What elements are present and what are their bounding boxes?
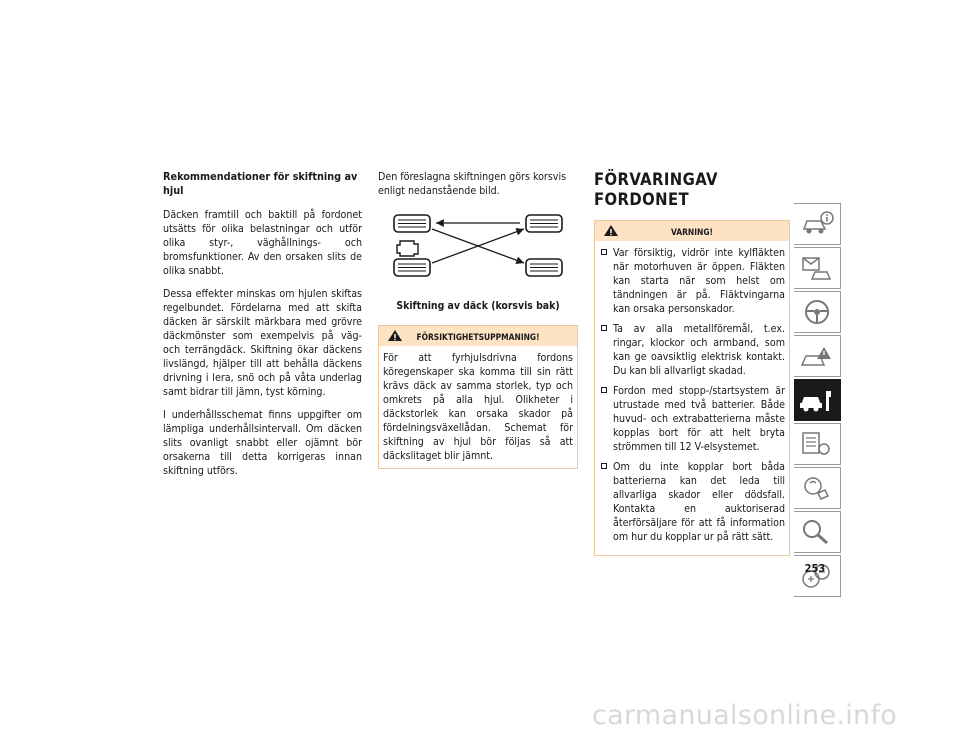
engine-icon [397,241,418,256]
car-info-icon [798,209,836,239]
tire-rotation-diagram [378,207,578,291]
tire-front-left-icon [394,215,430,232]
left-column [163,170,362,487]
list-item: Ta av alla metallföremål, t.ex. ringar, klockor och armband, som kan ge oavsiktlig elektrisk kontakt. Du kan bli allvarligt skadad. [599,322,785,378]
multimedia-icon [798,473,836,503]
warning-car-icon [798,341,836,371]
warning-list [599,246,785,544]
list-item: Var försiktig, vidrör inte kylfläkten när motorhuven är öppen. Fläkten kan starta när som helst om tändningen är på. Fläktvingarna kan orsaka personskador. [599,246,785,316]
caution-header [379,326,577,346]
page-title: FÖRVARINGAV FORDONET [594,170,718,209]
tab-multimedia[interactable] [794,467,841,509]
service-car-icon [798,385,836,415]
search-icon [798,517,836,547]
tab-search[interactable] [794,511,841,553]
list-item: Om du inte kopplar bort båda batterierna kan det leda till allvarliga skador eller dödsfall. Kontakta en auktoriserad återförsäljare för att få information om hur du kopplar ur på rätt sätt. [599,460,785,544]
chapter-tabs [794,203,842,599]
warning-label: VARNING! [671,227,713,237]
page-number: 253 [804,562,826,575]
bullet-square-icon [601,249,607,255]
bullet-square-icon [601,387,607,393]
right-column [594,170,790,556]
caution-text: För att fyrhjulsdrivna fordons köregenskaper ska komma till sin rätt krävs däck av samma storlek, typ och omkrets på alla hjul. Olikheter i däckstorlek kan orsaka skador på fördelningsväxellådan. Schemat för skiftning av hjul bör följas så att däckslitaget blir jämnt. [383,352,573,462]
middle-column [378,170,578,469]
tire-rear-right-icon [526,259,562,276]
warning-header [595,221,789,241]
watermark: carmanualsonline.info [592,700,898,731]
paragraph: Dessa effekter minskas om hjulen skiftas regelbundet. Fördelarna med att skifta däcken är särskilt märkbara med grövre däckmönster som exempelvis på väg- och terrängdäck. Skiftning ökar däckens livslängd, hjälper till att behålla däckens drivning i lera, snö och på våta underlag samt bidrar till jämn, tyst körning. [163,288,362,398]
bullet-square-icon [601,325,607,331]
caution-label: FÖRSIKTIGHETSUPPMANING! [416,332,540,342]
paragraph: Däcken framtill och baktill på fordonet utsätts för olika belastningar och utför olika styr-, väghållnings- och bromsfunktioner. Av den orsaken slits de olika snabbt. [163,209,362,277]
tab-service-car[interactable] [794,379,841,421]
steering-wheel-icon [798,297,836,327]
warning-box [594,220,790,556]
paragraph: Den föreslagna skiftningen görs korsvis enligt nedanstående bild. [378,171,567,197]
figure-caption: Skiftning av däck (korsvis bak) [396,300,560,312]
paragraph: I underhållsschemat finns uppgifter om lämpliga underhållsintervall. Om däcken slits ovanligt snabbt eller ojämnt bör orsakerna till detta korrigeras innan skiftning utförs. [163,409,362,477]
bullet-square-icon [601,463,607,469]
mail-car-icon [798,253,836,283]
tab-car-info[interactable] [794,203,841,245]
tire-front-right-icon [526,215,562,232]
tire-rear-left-icon [394,259,430,276]
specs-list-icon [798,429,836,459]
tab-steering[interactable] [794,291,841,333]
caution-box [378,325,578,469]
tab-mail-car[interactable] [794,247,841,289]
tab-specs[interactable] [794,423,841,465]
section-heading: Rekommendationer för skiftning av hjul [163,170,358,197]
tab-warning-car[interactable] [794,335,841,377]
list-item: Fordon med stopp-/startsystem är utrustade med två batterier. Både huvud- och extrabatterierna måste kopplas bort för att helt bryta strömmen till 12 V-elsystemet. [599,384,785,454]
